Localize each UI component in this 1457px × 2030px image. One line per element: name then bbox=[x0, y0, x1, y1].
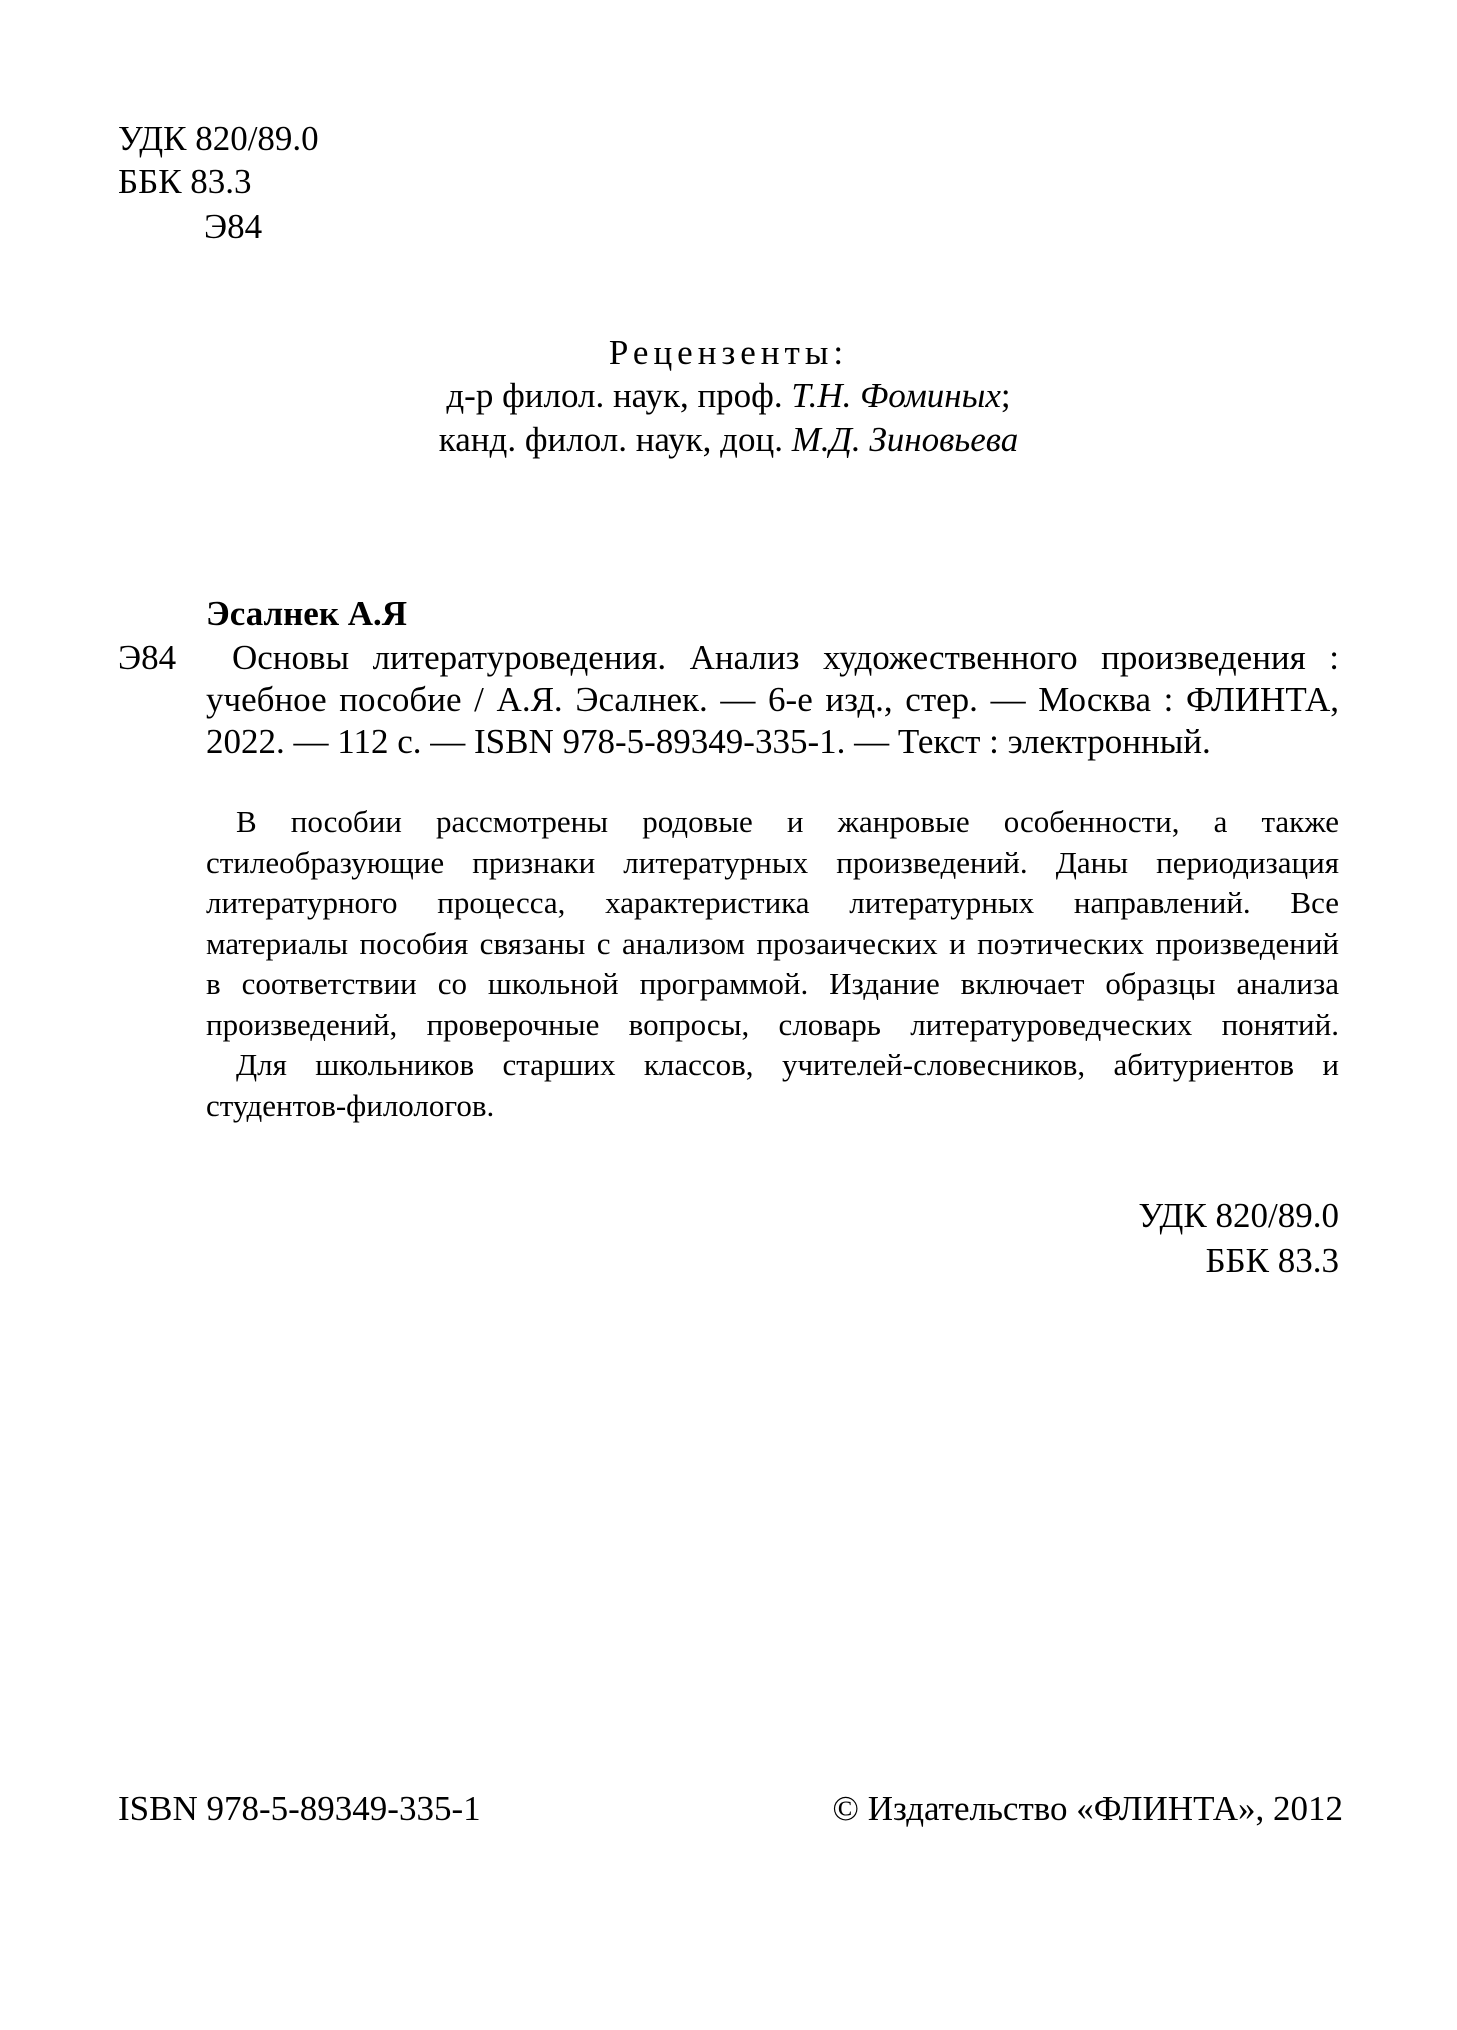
reviewer-1-name: Т.Н. Фоминых bbox=[791, 376, 1001, 415]
reviewer-1-degree: д-р филол. наук, проф. bbox=[446, 376, 792, 415]
annotation-line: В пособии рассмотрены родовые и жанровые особенности, а также bbox=[236, 804, 1339, 839]
bibliography-line-1: Основы литературоведения. Анализ художественного произведения : bbox=[232, 638, 1339, 677]
reviewer-line-2 bbox=[0, 419, 1457, 461]
annotation-line: Для школьников старших классов, учителей-словесников, абитуриентов и bbox=[236, 1047, 1339, 1082]
bibliography-line-2: учебное пособие / А.Я. Эсалнек. — 6-е изд., стер. — Москва : ФЛИНТА, bbox=[206, 680, 1339, 719]
annotation bbox=[206, 802, 1339, 1126]
reviewers-title: Рецензенты: bbox=[608, 333, 849, 372]
annotation-line: стилеобразующие признаки литературных произведений. Даны периодизация bbox=[206, 844, 1339, 880]
reviewer-2-degree: канд. филол. наук, доц. bbox=[438, 420, 792, 459]
reviewer-line-1 bbox=[0, 375, 1457, 417]
isbn: ISBN 978-5-89349-335-1 bbox=[118, 1789, 481, 1828]
udk-code-bottom: УДК 820/89.0 bbox=[1138, 1196, 1339, 1235]
udk-code-top: УДК 820/89.0 bbox=[118, 119, 319, 158]
reviewer-1-suffix: ; bbox=[1000, 376, 1011, 415]
reviewer-2-name: М.Д. Зиновьева bbox=[791, 420, 1019, 459]
copyright: © Издательство «ФЛИНТА», 2012 bbox=[832, 1789, 1343, 1828]
annotation-line: в соответствии со школьной программой. Издание включает образцы анализа bbox=[206, 966, 1339, 1001]
bibliography-line-3: 2022. — 112 с. — ISBN 978-5-89349-335-1. — Текст : электронный. bbox=[206, 722, 1211, 761]
bbk-code-bottom: ББК 83.3 bbox=[1205, 1241, 1339, 1280]
bbk-code-top: ББК 83.3 bbox=[118, 162, 252, 201]
annotation-line: произведений, проверочные вопросы, словарь литературоведческих понятий. bbox=[206, 1006, 1339, 1042]
author-mark-bibliography: Э84 bbox=[118, 638, 177, 677]
author-heading: Эсалнек А.Я bbox=[206, 594, 408, 633]
annotation-line: литературного процесса, характеристика литературных направлений. Все bbox=[206, 885, 1339, 920]
author-mark-top: Э84 bbox=[204, 207, 263, 246]
annotation-line: материалы пособия связаны с анализом прозаических и поэтических произведений bbox=[206, 925, 1339, 961]
annotation-line: студентов-филологов. bbox=[206, 1087, 495, 1123]
bibliographic-description bbox=[206, 637, 1339, 763]
